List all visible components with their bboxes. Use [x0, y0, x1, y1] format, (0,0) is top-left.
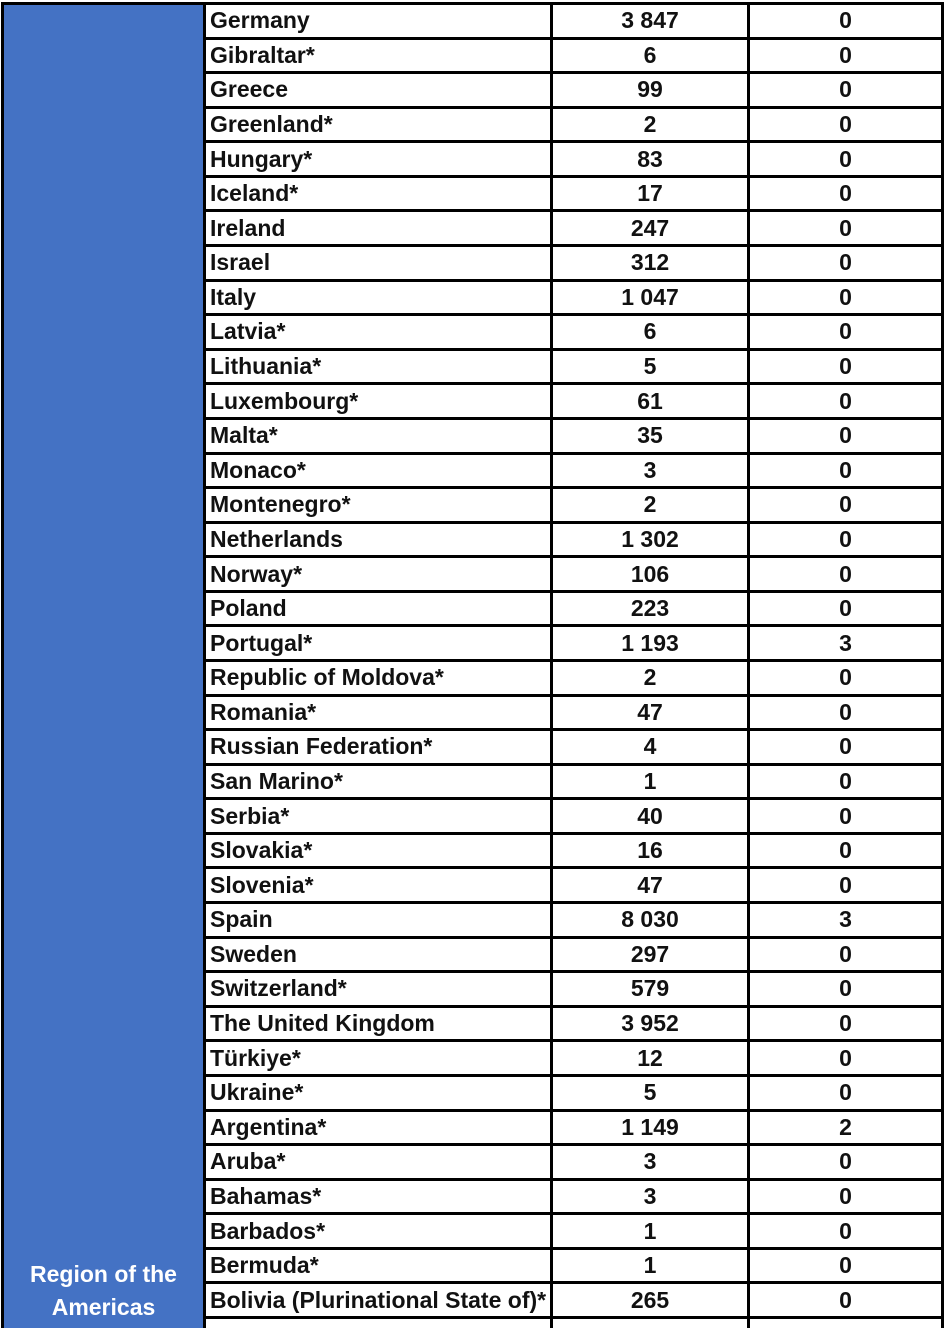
table-row [206, 1112, 941, 1147]
deaths-value-cell: 0 [839, 733, 852, 760]
country-name-cell: Iceland* [206, 178, 553, 210]
deaths-value-cell: 0 [839, 387, 852, 414]
table-row [206, 835, 941, 870]
country-name-cell: Latvia* [206, 316, 553, 348]
deaths-value-cell: 0 [839, 525, 852, 552]
table-row [206, 143, 941, 178]
cases-value-cell: 3 847 [553, 5, 750, 37]
country-name-cell: Montenegro* [206, 489, 553, 521]
deaths-value-cell: 0 [839, 353, 852, 380]
table-row [206, 800, 941, 835]
table-row [206, 420, 941, 455]
cases-value-cell: 312 [553, 247, 750, 279]
cases-value-cell: 5 [553, 1077, 750, 1109]
country-name-cell: Spain [206, 904, 553, 936]
table-row [206, 524, 941, 559]
table-row [206, 1008, 941, 1043]
deaths-value-cell: 0 [839, 1079, 852, 1106]
table-row [206, 178, 941, 213]
country-name-cell: Lithuania* [206, 351, 553, 383]
cases-value-cell: 83 [553, 143, 750, 175]
cases-value-cell: 579 [553, 973, 750, 1005]
deaths-value-cell: 0 [839, 318, 852, 345]
table-row [206, 351, 941, 386]
region-americas-label-line2: Americas [51, 1294, 156, 1320]
deaths-value-cell: 0 [839, 837, 852, 864]
table-row [206, 766, 941, 801]
region-americas-label [4, 1258, 203, 1324]
cases-value-cell: 2 [553, 662, 750, 694]
country-name-cell: Poland [206, 593, 553, 625]
country-name-cell: Israel [206, 247, 553, 279]
cases-value-cell: 3 [553, 1146, 750, 1178]
country-name-cell: Republic of Moldova* [206, 662, 553, 694]
deaths-value-cell: 2 [839, 1113, 852, 1140]
cases-value-cell: 3 [553, 455, 750, 487]
cases-value-cell: 4 [553, 731, 750, 763]
cases-value-cell: 99 [553, 74, 750, 106]
table-row [206, 558, 941, 593]
country-name-cell: San Marino* [206, 766, 553, 798]
cases-value-cell: 6 [553, 40, 750, 72]
deaths-value-cell: 0 [839, 802, 852, 829]
cases-value-cell: 1 [553, 766, 750, 798]
deaths-value-cell: 0 [839, 214, 852, 241]
country-name-cell: Monaco* [206, 455, 553, 487]
country-name-cell: Ukraine* [206, 1077, 553, 1109]
table-row [206, 385, 941, 420]
deaths-value-cell: 0 [839, 1148, 852, 1175]
country-name-cell: Argentina* [206, 1112, 553, 1144]
deaths-value-cell: 0 [839, 1217, 852, 1244]
table-row [206, 316, 941, 351]
cases-value-cell: 1 047 [553, 282, 750, 314]
deaths-value-cell: 0 [839, 283, 852, 310]
deaths-value-cell: 0 [839, 595, 852, 622]
deaths-value-cell: 0 [839, 698, 852, 725]
cases-value-cell: 1 193 [553, 627, 750, 659]
deaths-value-cell [750, 1319, 941, 1328]
country-name-cell: Bermuda* [206, 1250, 553, 1282]
cases-value-cell: 12 [553, 1042, 750, 1074]
country-name-cell: Slovakia* [206, 835, 553, 867]
country-name-cell: Barbados* [206, 1215, 553, 1247]
table-row [206, 904, 941, 939]
country-name-cell: Bahamas* [206, 1181, 553, 1213]
country-name-cell: Sweden [206, 939, 553, 971]
deaths-value-cell: 0 [839, 491, 852, 518]
cases-value-cell: 1 302 [553, 524, 750, 556]
country-name-cell: Portugal* [206, 627, 553, 659]
deaths-value-cell: 0 [839, 560, 852, 587]
table-row [206, 627, 941, 662]
deaths-value-cell: 0 [839, 1252, 852, 1279]
table-row [206, 109, 941, 144]
country-name-cell: The United Kingdom [206, 1008, 553, 1040]
country-name-cell [206, 1319, 553, 1328]
deaths-value-cell: 0 [839, 940, 852, 967]
cases-value-cell: 6 [553, 316, 750, 348]
table-row [206, 973, 941, 1008]
country-name-cell: Italy [206, 282, 553, 314]
cases-value-cell: 3 [553, 1181, 750, 1213]
table-row [206, 731, 941, 766]
country-name-cell: Serbia* [206, 800, 553, 832]
table-row [206, 282, 941, 317]
table-row [206, 212, 941, 247]
country-name-cell: Hungary* [206, 143, 553, 175]
cases-value-cell: 1 [553, 1250, 750, 1282]
country-name-cell: Greenland* [206, 109, 553, 141]
country-name-cell: Malta* [206, 420, 553, 452]
table-row [206, 697, 941, 732]
cases-value-cell: 3 952 [553, 1008, 750, 1040]
table-row [206, 489, 941, 524]
country-name-cell: Netherlands [206, 524, 553, 556]
deaths-value-cell: 0 [839, 975, 852, 1002]
cases-value-cell: 17 [553, 178, 750, 210]
cases-value-cell: 1 149 [553, 1112, 750, 1144]
table-row [206, 1181, 941, 1216]
table-row [206, 1215, 941, 1250]
cases-value-cell: 47 [553, 697, 750, 729]
deaths-value-cell: 0 [839, 180, 852, 207]
deaths-value-cell: 0 [839, 249, 852, 276]
country-name-cell: Russian Federation* [206, 731, 553, 763]
country-name-cell: Gibraltar* [206, 40, 553, 72]
deaths-value-cell: 0 [839, 768, 852, 794]
table-row [206, 1146, 941, 1181]
cases-value-cell: 297 [553, 939, 750, 971]
cases-value-cell: 16 [553, 835, 750, 867]
region-column-cell [4, 5, 206, 1328]
deaths-value-cell: 3 [839, 906, 852, 933]
country-name-cell: Slovenia* [206, 869, 553, 901]
table-row [206, 662, 941, 697]
deaths-value-cell: 0 [839, 1044, 852, 1071]
deaths-value-cell: 0 [839, 664, 852, 691]
cases-value-cell: 40 [553, 800, 750, 832]
cases-value-cell: 61 [553, 385, 750, 417]
cases-value-cell: 106 [553, 558, 750, 590]
table-row [206, 74, 941, 109]
cases-value-cell: 2 [553, 489, 750, 521]
cases-value-cell: 2 [553, 109, 750, 141]
deaths-value-cell: 0 [839, 7, 852, 34]
country-name-cell: Bolivia (Plurinational State of)* [206, 1284, 553, 1316]
table-row [206, 247, 941, 282]
table-row [206, 1077, 941, 1112]
country-name-cell: Ireland [206, 212, 553, 244]
table-row [206, 1284, 941, 1319]
country-name-cell: Türkiye* [206, 1042, 553, 1074]
table-row [206, 455, 941, 490]
cases-value-cell [553, 1319, 750, 1328]
deaths-value-cell: 0 [839, 871, 852, 898]
table-row [206, 593, 941, 628]
cases-value-cell: 35 [553, 420, 750, 452]
cases-value-cell: 247 [553, 212, 750, 244]
table-row [206, 5, 941, 40]
table-row [206, 939, 941, 974]
deaths-value-cell: 3 [839, 629, 852, 656]
cases-value-cell: 8 030 [553, 904, 750, 936]
deaths-value-cell: 0 [839, 76, 852, 103]
country-name-cell: Norway* [206, 558, 553, 590]
deaths-value-cell: 0 [839, 422, 852, 449]
country-name-cell: Aruba* [206, 1146, 553, 1178]
country-name-cell: Romania* [206, 697, 553, 729]
deaths-value-cell: 0 [839, 111, 852, 138]
deaths-value-cell: 0 [839, 1010, 852, 1037]
country-name-cell: Switzerland* [206, 973, 553, 1005]
deaths-value-cell: 0 [839, 41, 852, 68]
table-row [206, 1319, 941, 1328]
table-row [206, 40, 941, 75]
table-rows-container [206, 5, 941, 1328]
cases-value-cell: 265 [553, 1284, 750, 1316]
region-americas-label-line1: Region of the [30, 1261, 177, 1287]
table-row [206, 869, 941, 904]
cases-value-cell: 5 [553, 351, 750, 383]
country-name-cell: Greece [206, 74, 553, 106]
table-row [206, 1250, 941, 1285]
cases-value-cell: 47 [553, 869, 750, 901]
country-name-cell: Luxembourg* [206, 385, 553, 417]
cases-value-cell: 1 [553, 1215, 750, 1247]
cases-value-cell: 223 [553, 593, 750, 625]
country-name-cell: Germany [206, 5, 553, 37]
deaths-value-cell: 0 [839, 1286, 852, 1313]
deaths-value-cell: 0 [839, 145, 852, 172]
deaths-value-cell: 0 [839, 1182, 852, 1209]
deaths-value-cell: 0 [839, 456, 852, 483]
table-row [206, 1042, 941, 1077]
country-data-table [1, 2, 944, 1328]
